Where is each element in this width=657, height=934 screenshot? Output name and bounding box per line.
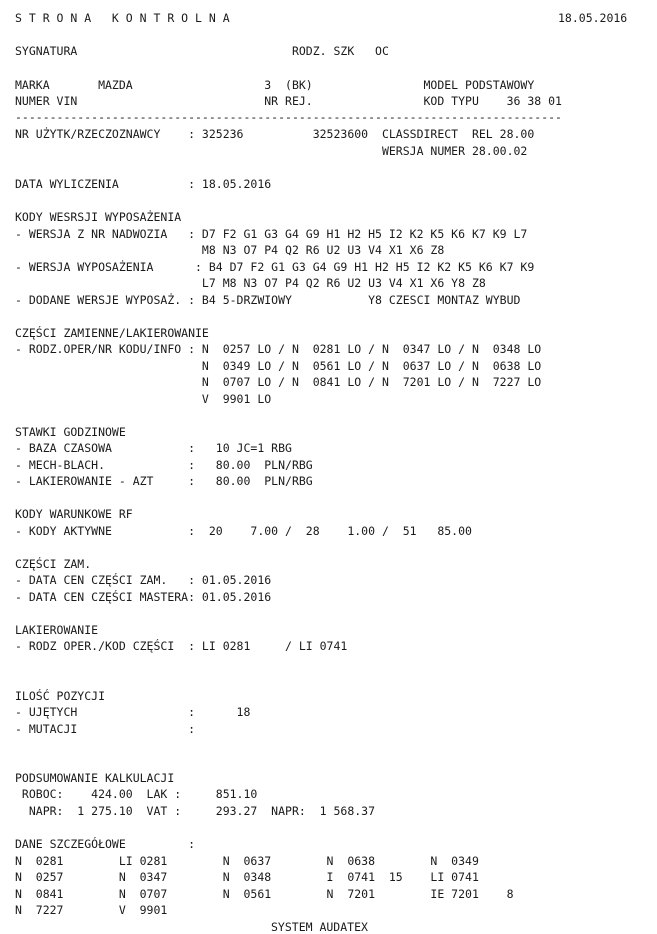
section-summary: PODSUMOWANIE KALKULACJI (15, 771, 175, 785)
line-labor-paint: ROBOC: 424.00 LAK : 851.10 (15, 787, 258, 801)
details-row: N 0281 LI 0281 N 0637 N 0638 N 0349 (15, 854, 479, 868)
line-mutations: - MUTACJI : (15, 722, 196, 736)
line-body-version-cont: M8 N3 O7 P4 Q2 R6 U2 U3 V4 X1 X6 Z8 (15, 243, 445, 257)
line-calc-date: DATA WYLICZENIA : 18.05.2016 (15, 177, 272, 191)
line-oper-codes-4: V 9901 LO (15, 392, 272, 406)
section-details: DANE SZCZEGÓŁOWE : (15, 837, 196, 851)
line-paint-part-codes: - RODZ OPER./KOD CZĘŚCI : LI 0281 / LI 0741 (15, 639, 348, 653)
line-mech-rate: - MECH-BLACH. : 80.00 PLN/RBG (15, 458, 313, 472)
line-oper-codes-3: N 0707 LO / N 0841 LO / N 7201 LO / N 7227 LO (15, 375, 542, 389)
section-item-count: ILOŚĆ POZYCJI (15, 689, 106, 703)
line-version-number: WERSJA NUMER 28.00.02 (15, 144, 528, 158)
line-parts-price-date: - DATA CEN CZĘŚCI ZAM. : 01.05.2016 (15, 573, 272, 587)
line-vin: NUMER VIN NR REJ. KOD TYPU 36 38 01 (15, 94, 562, 108)
page-date: 18.05.2016 (558, 11, 628, 25)
line-oper-codes-1: - RODZ.OPER/NR KODU/INFO : N 0257 LO / N 0281 LO / N 0347 LO / N 0348 LO (15, 342, 542, 356)
line-included: - UJĘTYCH : 18 (15, 705, 251, 719)
line-paint-rate: - LAKIEROWANIE - AZT : 80.00 PLN/RBG (15, 474, 313, 488)
line-signature: SYGNATURA RODZ. SZK OC (15, 44, 389, 58)
line-oper-codes-2: N 0349 LO / N 0561 LO / N 0637 LO / N 0638 LO (15, 359, 542, 373)
section-painting: LAKIEROWANIE (15, 623, 99, 637)
page-title: S T R O N A K O N T R O L N A (15, 11, 230, 25)
line-equipment-version-cont: L7 M8 N3 O7 P4 Q2 R6 U2 U3 V4 X1 X6 Y8 Z8 (15, 276, 486, 290)
section-parts-painting: CZĘŚCI ZAMIENNE/LAKIEROWANIE (15, 326, 209, 340)
line-repair-vat: NAPR: 1 275.10 VAT : 293.27 NAPR: 1 568.37 (15, 804, 376, 818)
line-user-id: NR UŻYTK/RZECZOZNAWCY : 325236 32523600 CLASSDIRECT REL 28.00 (15, 127, 535, 141)
details-row: N 0257 N 0347 N 0348 I 0741 15 LI 0741 (15, 870, 479, 884)
separator-line: ------------------------------------------------------------------------------- (15, 110, 562, 124)
line-body-version: - WERSJA Z NR NADWOZIA : D7 F2 G1 G3 G4 G9 H1 H2 H5 I2 K2 K5 K6 K7 K9 L7 (15, 227, 528, 241)
section-hourly-rates: STAWKI GODZINOWE (15, 425, 126, 439)
line-active-codes: - KODY AKTYWNE : 20 7.00 / 28 1.00 / 51 85.00 (15, 524, 472, 538)
line-make: MARKA MAZDA 3 (BK) MODEL PODSTAWOWY (15, 78, 535, 92)
line-added-versions: - DODANE WERSJE WYPOSAŻ. : B4 5-DRZWIOWY Y8 CZESCI MONTAZ WYBUD (15, 293, 521, 307)
line-time-base: - BAZA CZASOWA : 10 JC=1 RBG (15, 441, 292, 455)
details-row: N 7227 V 9901 (15, 903, 168, 917)
line-master-price-date: - DATA CEN CZĘŚCI MASTERA: 01.05.2016 (15, 590, 272, 604)
section-parts: CZĘŚCI ZAM. (15, 557, 92, 571)
section-condition-codes: KODY WARUNKOWE RF (15, 507, 133, 521)
details-row: N 0841 N 0707 N 0561 N 7201 IE 7201 8 (15, 887, 514, 901)
footer-system: SYSTEM AUDATEX (271, 920, 368, 934)
line-equipment-version: - WERSJA WYPOSAŻENIA : B4 D7 F2 G1 G3 G4 G9 H1 H2 H5 I2 K2 K5 K6 K7 K9 (15, 260, 535, 274)
section-equipment-codes: KODY WESRSJI WYPOSAŻENIA (15, 210, 182, 224)
